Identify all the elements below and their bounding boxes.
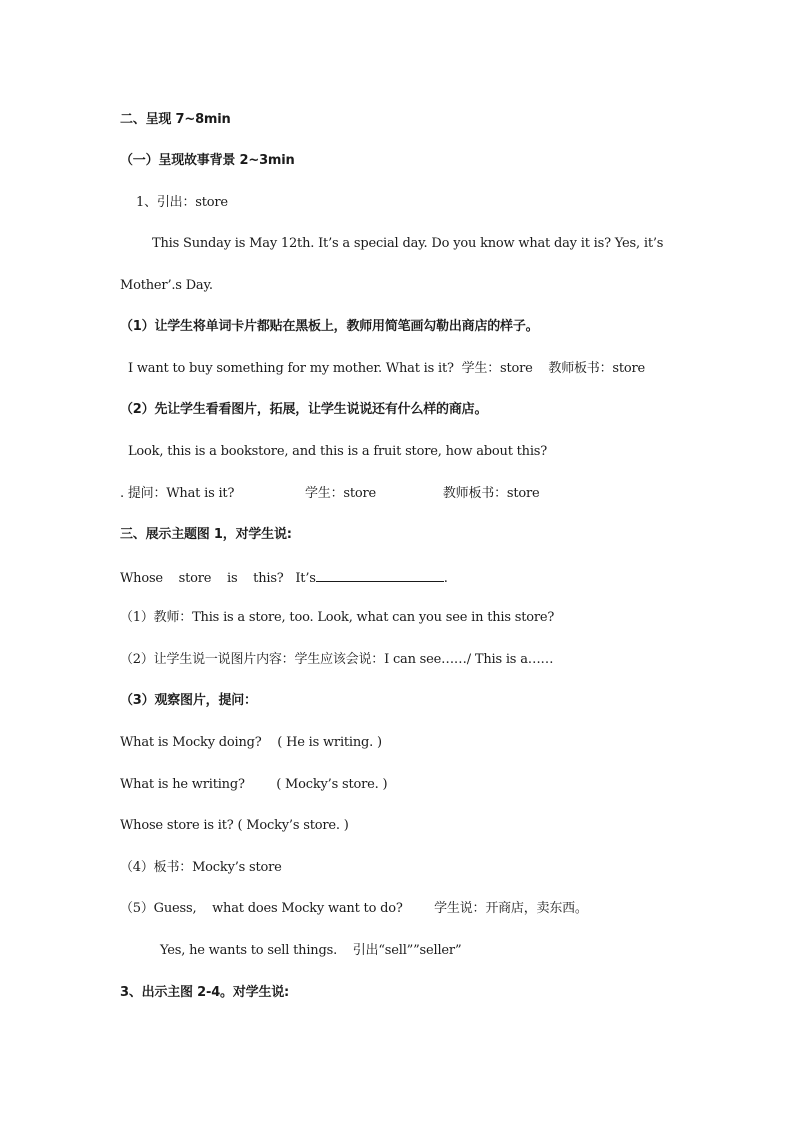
question-line: Whose store is it? ( Mocky’s store. ) (120, 818, 349, 833)
step-1: （1）让学生将单词卡片都贴在黑板上，教师用简笔画勾勒出商店的样子。 (120, 319, 539, 334)
item-introduce-store: 1、引出：store (136, 195, 228, 210)
subsection-heading-story: （一）呈现故事背景 2~3min (120, 153, 295, 168)
fill-in-text: Whose store is this? It’s (120, 571, 316, 586)
step-board: （4）板书：Mocky’s store (120, 860, 282, 875)
step-observe: （3）观察图片，提问： (120, 693, 257, 708)
paragraph-line: This Sunday is May 12th. It’s a special day. Do you know what day it is? Yes, it’s (152, 236, 664, 251)
step-2: （2）先让学生看看图片，拓展，让学生说说还有什么样的商店。 (120, 402, 488, 417)
paragraph-line: Yes, he wants to sell things. 引出“sell””seller” (160, 943, 462, 958)
paragraph-line: . 提问：What is it? 学生：store 教师板书：store (120, 486, 540, 501)
paragraph-line: Look, this is a bookstore, and this is a fruit store, how about this? (128, 444, 548, 459)
question-line: What is he writing? ( Mocky’s store. ) (120, 777, 388, 792)
section-heading-show: 三、展示主题图 1，对学生说: (120, 527, 292, 542)
fill-in-blank (316, 568, 444, 582)
section-heading-present: 二、呈现 7~8min (120, 112, 231, 127)
step-teacher: （1）教师：This is a store, too. Look, what can you see in this store? (120, 610, 555, 625)
fill-in-sentence (120, 568, 448, 588)
fill-in-suffix: . (443, 571, 448, 586)
item-show-main-images: 3、出示主图 2-4。对学生说: (120, 985, 290, 1000)
step-guess: （5）Guess, what does Mocky want to do? 学生说：开商店，卖东西。 (120, 901, 588, 916)
paragraph-line: Mother’.s Day. (120, 278, 213, 293)
paragraph-line: I want to buy something for my mother. What is it? 学生：store 教师板书：store (128, 361, 646, 376)
question-line: What is Mocky doing? ( He is writing. ) (120, 735, 382, 750)
step-describe: （2）让学生说一说图片内容：学生应该会说：I can see……/ This is a…… (120, 652, 554, 667)
